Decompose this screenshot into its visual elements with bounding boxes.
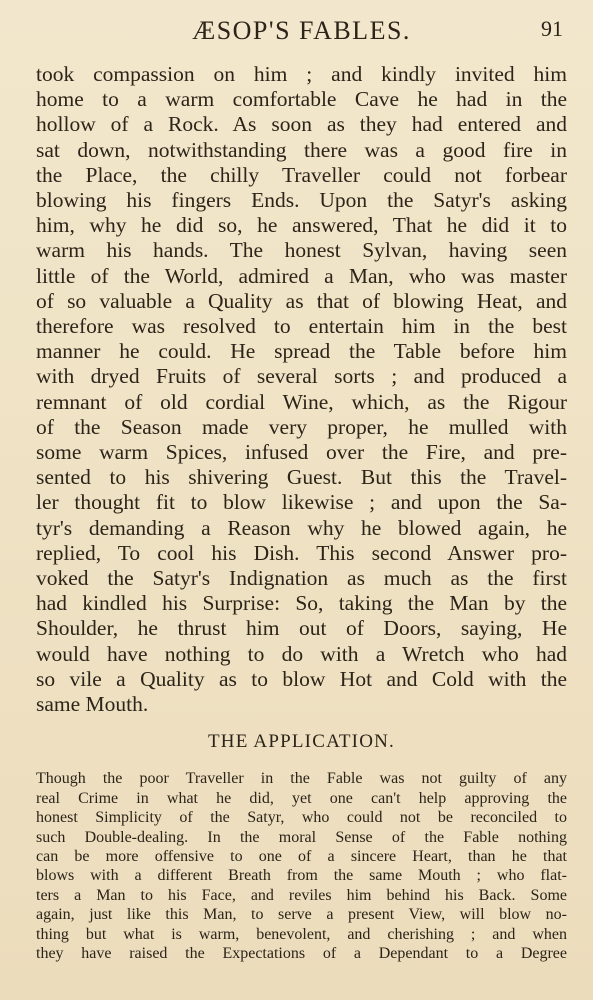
text-line: with dryed Fruits of several sorts ; and produced a <box>36 364 567 389</box>
text-line: had kindled his Surprise: So, taking the Man by the <box>36 591 567 616</box>
text-line: would have nothing to do with a Wretch who had <box>36 641 567 666</box>
text-line: real Crime in what he did, yet one can't help approving the <box>36 789 567 807</box>
text-line: hollow of a Rock. As soon as they had entered and <box>36 112 567 137</box>
text-line: such Double-dealing. In the moral Sense of the Fable nothing <box>36 828 567 846</box>
fable-body-text <box>36 62 567 717</box>
text-line: ters a Man to his Face, and reviles him behind his Back. Some <box>36 886 567 904</box>
text-line: warm his hands. The honest Sylvan, having seen <box>36 238 567 263</box>
application-body-text <box>36 769 567 963</box>
text-line: therefore was resolved to entertain him in the best <box>36 314 567 339</box>
text-line: Though the poor Traveller in the Fable was not guilty of any <box>36 770 567 788</box>
text-line: home to a warm comfortable Cave he had in the <box>36 87 567 112</box>
text-line: manner he could. He spread the Table before him <box>36 339 567 364</box>
text-line: same Mouth. <box>36 692 149 717</box>
text-line: sat down, notwithstanding there was a good fire in <box>36 137 567 162</box>
text-line: can be more offensive to one of a sincere Heart, than he that <box>36 847 567 865</box>
text-line: of the Season made very proper, he mulled with <box>36 414 567 439</box>
running-title: ÆSOP'S FABLES. <box>192 16 411 45</box>
text-line: honest Simplicity of the Satyr, who could not be reconciled to <box>36 809 567 827</box>
text-line: blows with a different Breath from the same Mouth ; who flat- <box>36 867 567 885</box>
text-line: the Place, the chilly Traveller could not forbear <box>36 162 567 187</box>
running-head <box>36 0 567 62</box>
text-line: took compassion on him ; and kindly invited him <box>36 62 567 86</box>
text-line: remnant of old cordial Wine, which, as the Rigour <box>36 389 567 414</box>
text-line: replied, To cool his Dish. This second Answer pro- <box>36 540 567 565</box>
text-line: some warm Spices, infused over the Fire, and pre- <box>36 440 567 465</box>
text-line: they have raised the Expectations of a Dependant to a Degree <box>36 944 567 962</box>
text-line: blowing his fingers Ends. Upon the Satyr's asking <box>36 188 567 213</box>
text-line: again, just like this Man, to serve a present View, will blow no- <box>36 906 567 924</box>
text-line: little of the World, admired a Man, who was master <box>36 263 567 288</box>
text-line: ler thought fit to blow likewise ; and upon the Sa- <box>36 490 567 515</box>
text-line: voked the Satyr's Indignation as much as the first <box>36 566 567 591</box>
text-line: so vile a Quality as to blow Hot and Cold with the <box>36 666 567 691</box>
text-line: of so valuable a Quality as that of blowing Heat, and <box>36 288 567 313</box>
text-line: thing but what is warm, benevolent, and cherishing ; and when <box>36 925 567 943</box>
text-line: tyr's demanding a Reason why he blowed again, he <box>36 515 567 540</box>
application-heading: THE APPLICATION. <box>207 731 396 753</box>
text-line: sented to his shivering Guest. But this the Travel- <box>36 465 567 490</box>
text-line: Shoulder, he thrust him out of Doors, saying, He <box>36 616 567 641</box>
text-line: him, why he did so, he answered, That he did it to <box>36 213 567 238</box>
page-number: 91 <box>541 16 563 41</box>
